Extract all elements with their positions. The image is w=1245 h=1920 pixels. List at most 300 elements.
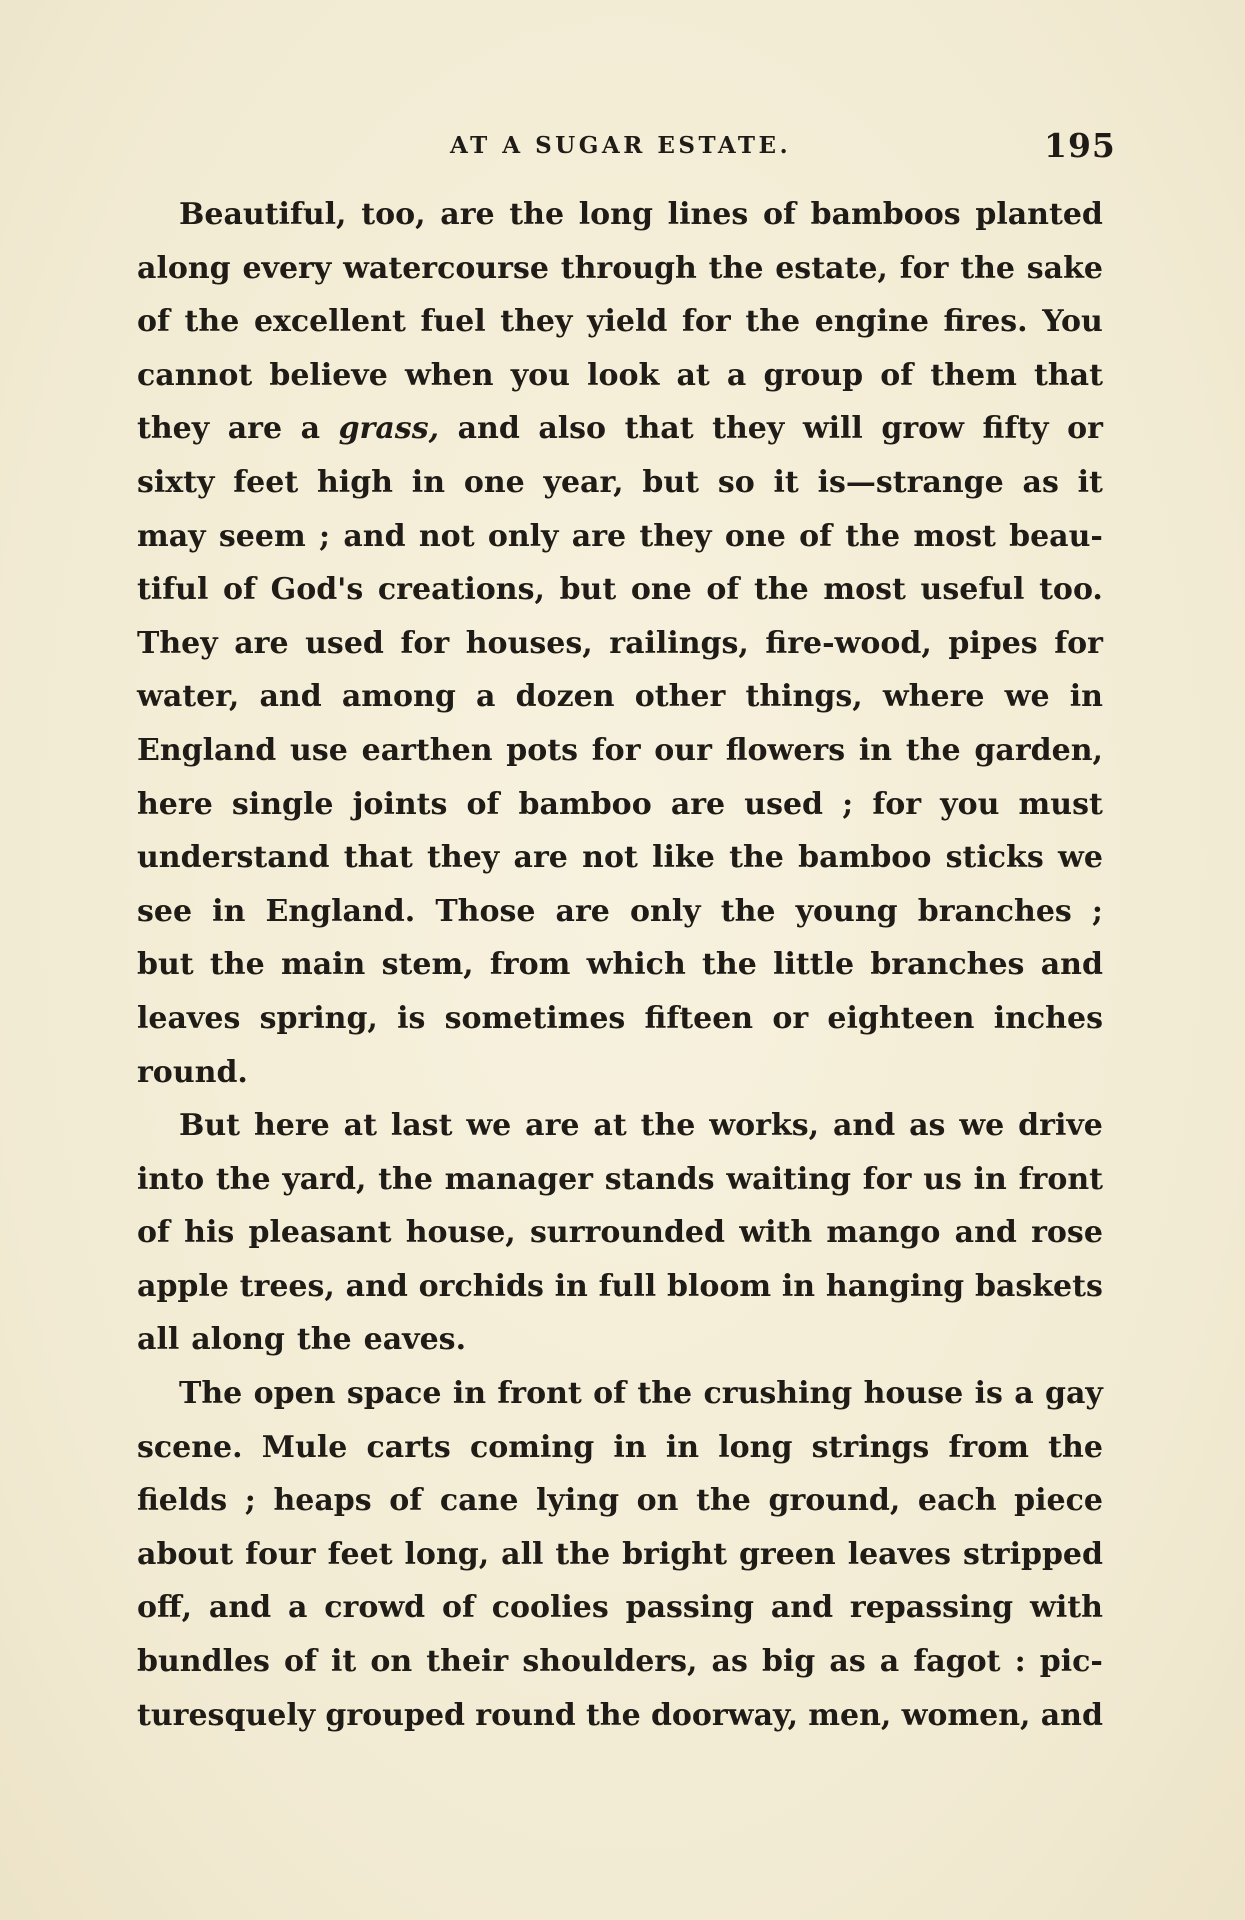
word: only	[629, 893, 701, 929]
text-line	[137, 1260, 1103, 1314]
word: of	[137, 1215, 170, 1251]
word: or	[1067, 411, 1103, 447]
word: round.	[137, 1054, 248, 1090]
word: here	[137, 786, 213, 822]
word: other	[634, 679, 726, 715]
word: The	[179, 1376, 243, 1412]
word: stands	[604, 1161, 715, 1197]
word: of	[880, 357, 914, 393]
word: is	[974, 1376, 1003, 1412]
word: but	[137, 947, 194, 983]
text-line	[137, 831, 1103, 885]
word: hanging	[825, 1268, 965, 1304]
word: and	[345, 1268, 408, 1304]
word: :	[1014, 1644, 1026, 1680]
word: it	[1077, 464, 1103, 500]
word: sake	[1026, 250, 1103, 286]
word: grouped	[325, 1697, 466, 1733]
text-line	[137, 724, 1103, 778]
word: apple	[137, 1268, 229, 1304]
word: off,	[137, 1590, 193, 1626]
word: and	[832, 1108, 896, 1144]
text-line	[137, 617, 1103, 671]
text-line	[137, 938, 1103, 992]
word: on	[636, 1483, 679, 1519]
word: bloom	[666, 1268, 772, 1304]
word: for	[872, 786, 922, 822]
word: men,	[808, 1697, 892, 1733]
word: in	[212, 893, 246, 929]
word: that	[1034, 357, 1103, 393]
word: long	[718, 1429, 793, 1465]
word: must	[1018, 786, 1103, 822]
word: God's	[270, 572, 364, 608]
word: but	[559, 572, 617, 608]
word: coolies	[491, 1590, 609, 1626]
word: But	[179, 1108, 241, 1144]
word: we	[466, 1108, 512, 1144]
word: coming	[469, 1429, 595, 1465]
word: a	[287, 1590, 308, 1626]
word: and	[259, 679, 322, 715]
word: water,	[137, 679, 240, 715]
word: creations,	[377, 572, 545, 608]
word: of	[284, 1644, 317, 1680]
word: heaps	[273, 1483, 372, 1519]
word: we	[1058, 840, 1103, 876]
word: long,	[404, 1536, 490, 1572]
word: each	[917, 1483, 997, 1519]
word: little	[773, 947, 855, 983]
word: as	[1022, 464, 1059, 500]
word: they	[712, 411, 785, 447]
word: the	[215, 1161, 271, 1197]
word: in	[858, 732, 893, 768]
word: sixty	[137, 464, 215, 500]
word: most	[913, 518, 996, 554]
word: like	[652, 840, 715, 876]
word: all	[137, 1322, 180, 1358]
word: in	[452, 1376, 487, 1412]
word: you	[940, 786, 1000, 822]
word: of	[389, 1483, 423, 1519]
word: garden,	[974, 732, 1103, 768]
word: high	[317, 464, 393, 500]
word: scene.	[137, 1429, 243, 1465]
word: fires.	[943, 304, 1028, 340]
word: flowers	[725, 732, 846, 768]
word: excellent	[253, 304, 406, 340]
word: look	[587, 357, 660, 393]
word: they	[427, 840, 500, 876]
word: fire-wood,	[765, 625, 932, 661]
word: house	[863, 1376, 964, 1412]
word: that	[624, 411, 694, 447]
word: the	[555, 1536, 611, 1572]
word: in	[973, 1161, 1007, 1197]
word: the	[720, 893, 776, 929]
word: of	[706, 572, 740, 608]
word: bundles	[137, 1644, 270, 1680]
word: four	[245, 1536, 316, 1572]
word: and	[343, 518, 406, 554]
word: fields	[137, 1483, 228, 1519]
word: the	[509, 197, 565, 232]
word: feet	[327, 1536, 393, 1572]
word: waiting	[726, 1161, 852, 1197]
word: and	[208, 1590, 272, 1626]
word: grow	[881, 411, 964, 447]
word: of	[762, 197, 796, 232]
text-line	[137, 242, 1103, 296]
word: the	[296, 1322, 352, 1358]
word: the	[184, 304, 240, 340]
word: single	[231, 786, 334, 822]
word: fagot	[913, 1644, 1001, 1680]
word: joints	[352, 786, 448, 822]
word: estate,	[775, 250, 888, 286]
word: into	[137, 1161, 205, 1197]
word: lying	[536, 1483, 620, 1519]
word: among	[341, 679, 456, 715]
word: cannot	[137, 357, 253, 393]
word: of	[593, 1376, 627, 1412]
word: but	[642, 464, 700, 500]
word: fuel	[420, 304, 486, 340]
word: pipes	[948, 625, 1038, 661]
word: crushing	[703, 1376, 853, 1412]
word: a	[726, 357, 747, 393]
word: yard,	[282, 1161, 367, 1197]
word: with	[739, 1215, 813, 1251]
word: passing	[625, 1590, 754, 1626]
word: the	[209, 947, 265, 983]
word: are	[670, 786, 726, 822]
word: repassing	[849, 1590, 1014, 1626]
word: leaves	[847, 1536, 952, 1572]
word: for	[400, 625, 450, 661]
text-line	[137, 563, 1103, 617]
text-line	[137, 1581, 1103, 1635]
word: that	[343, 840, 413, 876]
word: eighteen	[827, 1000, 975, 1036]
word: the	[905, 732, 961, 768]
word: from	[489, 947, 571, 983]
word: in	[613, 1429, 647, 1465]
word: crowd	[324, 1590, 426, 1626]
word: ;	[319, 518, 331, 554]
word: understand	[137, 840, 330, 876]
text-line	[137, 402, 1103, 456]
text-line	[137, 188, 1103, 242]
word: and	[1040, 1697, 1103, 1733]
word: believe	[269, 357, 388, 393]
word: open	[253, 1376, 336, 1412]
word: works,	[709, 1108, 820, 1144]
text-line	[137, 456, 1103, 510]
word: leaves	[137, 1000, 241, 1036]
word: they	[639, 518, 712, 554]
word: are	[525, 1108, 580, 1144]
word: sticks	[945, 840, 1044, 876]
word: for	[899, 250, 949, 286]
word: England	[137, 732, 277, 768]
word: at	[593, 1108, 627, 1144]
word: only	[487, 518, 559, 554]
word: gay	[1045, 1376, 1103, 1412]
word: are	[571, 518, 627, 554]
text-line	[137, 992, 1103, 1046]
word: with	[1030, 1590, 1103, 1626]
word: when	[404, 357, 494, 393]
word: we	[1004, 679, 1050, 715]
text-line	[137, 1474, 1103, 1528]
word: group	[763, 357, 864, 393]
word: stem,	[381, 947, 474, 983]
word: ;	[1091, 893, 1103, 929]
word: it	[331, 1644, 357, 1680]
word: about	[137, 1536, 234, 1572]
word: it	[773, 464, 799, 500]
text-line	[137, 1153, 1103, 1207]
word: the	[378, 1161, 433, 1197]
word: last	[390, 1108, 453, 1144]
word: the	[640, 1108, 696, 1144]
word: used	[305, 625, 384, 661]
word: as	[909, 1108, 946, 1144]
word: for	[591, 732, 641, 768]
word: main	[280, 947, 366, 983]
word: from	[948, 1429, 1029, 1465]
word: and	[770, 1590, 834, 1626]
word: used	[744, 786, 824, 822]
word: through	[560, 250, 697, 286]
word: Mule	[261, 1429, 348, 1465]
text-line	[137, 1635, 1103, 1689]
text-line	[137, 1367, 1103, 1421]
word: in	[554, 1268, 588, 1304]
word: manager	[444, 1161, 593, 1197]
word: a	[879, 1644, 900, 1680]
word: of	[799, 518, 832, 554]
word: green	[738, 1536, 836, 1572]
word: round	[475, 1697, 576, 1733]
text-line	[137, 1421, 1103, 1475]
word: grass,	[338, 411, 440, 447]
word: are	[513, 840, 568, 876]
word: bamboo	[518, 786, 652, 822]
word: things,	[745, 679, 863, 715]
word: too.	[1039, 572, 1103, 608]
word: They	[137, 625, 218, 661]
text-line	[137, 885, 1103, 939]
word: pots	[506, 732, 579, 768]
word: of	[137, 304, 170, 340]
word: the	[696, 1483, 751, 1519]
word: big	[761, 1644, 816, 1680]
word: are	[440, 197, 495, 232]
word: and	[954, 1215, 1017, 1251]
word: and	[1040, 947, 1103, 983]
word: mango	[826, 1215, 941, 1251]
word: strings	[811, 1429, 930, 1465]
word: ;	[244, 1483, 256, 1519]
text-line	[137, 349, 1103, 403]
word: the	[729, 840, 784, 876]
word: is	[397, 1000, 426, 1036]
word: ground,	[768, 1483, 901, 1519]
word: bamboos	[810, 197, 961, 232]
word: and	[457, 411, 520, 447]
word: turesquely	[137, 1697, 316, 1733]
word: our	[654, 732, 712, 768]
text-line	[137, 510, 1103, 564]
word: the	[708, 250, 764, 286]
word: in	[781, 1268, 816, 1304]
word: the	[845, 518, 901, 554]
word: will	[802, 411, 863, 447]
word: as	[711, 1644, 748, 1680]
word: yield	[587, 304, 668, 340]
word: spring,	[259, 1000, 378, 1036]
word: their	[426, 1644, 509, 1680]
word: in	[1069, 679, 1103, 715]
word: carts	[366, 1429, 451, 1465]
word: pic-	[1039, 1644, 1103, 1680]
word: one	[630, 572, 692, 608]
text-line	[137, 1313, 1103, 1367]
word: bamboo	[798, 840, 932, 876]
word: a	[476, 679, 496, 715]
word: lines	[667, 197, 749, 232]
word: planted	[975, 197, 1103, 232]
running-head	[0, 126, 1245, 166]
word: front	[1018, 1161, 1103, 1197]
word: all	[501, 1536, 544, 1572]
word: ;	[842, 786, 854, 822]
word: women,	[901, 1697, 1031, 1733]
word: they	[500, 304, 573, 340]
word: may	[137, 518, 206, 554]
word: space	[346, 1376, 442, 1412]
text-line	[137, 1528, 1103, 1582]
word: You	[1042, 304, 1103, 340]
word: are	[227, 411, 283, 447]
word: every	[242, 250, 332, 286]
word: we	[959, 1108, 1005, 1144]
word: orchids	[418, 1268, 544, 1304]
word: cane	[439, 1483, 519, 1519]
word: at	[676, 357, 710, 393]
word: young	[795, 893, 898, 929]
word: doorway,	[650, 1697, 799, 1733]
word: they	[137, 411, 210, 447]
word: front	[497, 1376, 582, 1412]
word: drive	[1018, 1108, 1103, 1144]
text-line	[137, 1099, 1103, 1153]
word: not	[582, 840, 638, 876]
body-text	[137, 188, 1103, 1742]
word: seem	[218, 518, 306, 554]
text-line	[137, 295, 1103, 349]
word: not	[418, 518, 475, 554]
word: along	[137, 250, 231, 286]
word: bright	[622, 1536, 727, 1572]
word: Those	[435, 893, 536, 929]
text-line	[137, 1046, 1103, 1100]
word: houses,	[465, 625, 593, 661]
word: use	[290, 732, 348, 768]
word: rose	[1031, 1215, 1103, 1251]
word: Beautiful,	[179, 197, 347, 232]
word: on	[370, 1644, 413, 1680]
word: of	[441, 1590, 475, 1626]
word: also	[538, 411, 607, 447]
word: surrounded	[530, 1215, 725, 1251]
word: eaves.	[363, 1322, 467, 1358]
word: earthen	[361, 732, 493, 768]
word: year,	[543, 464, 624, 500]
word: one	[724, 518, 786, 554]
word: long	[578, 197, 653, 232]
word: England.	[265, 893, 416, 929]
word: branches	[917, 893, 1072, 929]
word: railings,	[609, 625, 749, 661]
word: of	[223, 572, 256, 608]
text-line	[137, 670, 1103, 724]
word: engine	[814, 304, 929, 340]
word: you	[510, 357, 570, 393]
word: piece	[1014, 1483, 1103, 1519]
word: a	[300, 411, 321, 447]
word: feet	[233, 464, 299, 500]
text-line	[137, 1206, 1103, 1260]
word: fifteen	[644, 1000, 754, 1036]
word: branches	[870, 947, 1025, 983]
word: is—strange	[817, 464, 1004, 500]
word: as	[829, 1644, 866, 1680]
word: are	[555, 893, 610, 929]
word: beau-	[1009, 518, 1103, 554]
word: here	[253, 1108, 330, 1144]
word: trees,	[239, 1268, 335, 1304]
word: one	[463, 464, 525, 500]
word: the	[702, 947, 757, 983]
word: dozen	[515, 679, 615, 715]
word: us	[923, 1161, 962, 1197]
word: where	[882, 679, 985, 715]
word: of	[466, 786, 500, 822]
word: most	[823, 572, 906, 608]
word: for	[682, 304, 731, 340]
text-line	[137, 778, 1103, 832]
word: along	[191, 1322, 285, 1358]
word: inches	[993, 1000, 1103, 1036]
word: them	[930, 357, 1017, 393]
word: in	[665, 1429, 700, 1465]
word: pleasant	[248, 1215, 392, 1251]
page-number: 195	[1044, 126, 1116, 165]
word: useful	[920, 572, 1025, 608]
word: watercourse	[343, 250, 549, 286]
word: see	[137, 893, 193, 929]
word: for	[1054, 625, 1103, 661]
word: for	[862, 1161, 912, 1197]
word: baskets	[974, 1268, 1103, 1304]
word: at	[343, 1108, 377, 1144]
running-head-title: AT A SUGAR ESTATE.	[450, 132, 792, 159]
word: the	[745, 304, 801, 340]
